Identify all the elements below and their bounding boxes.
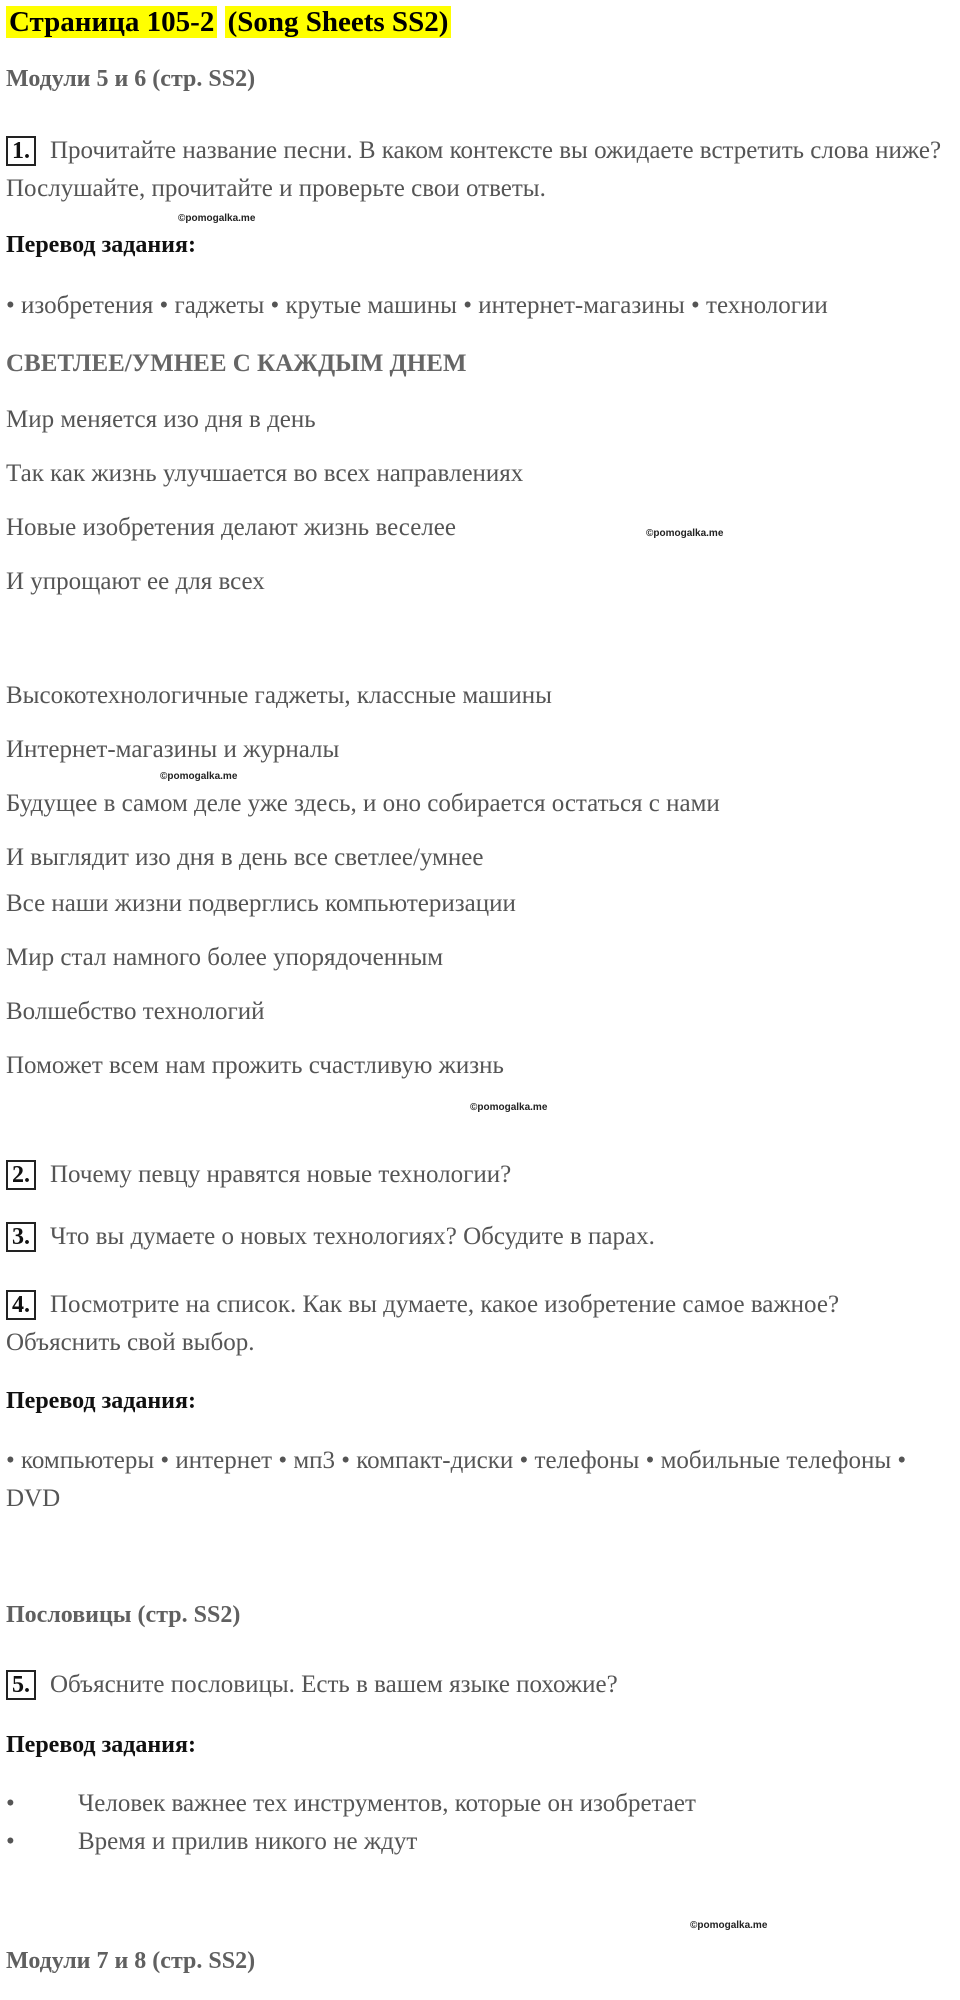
lyric-line: Волшебство технологий xyxy=(6,998,265,1025)
watermark: ©pomogalka.me xyxy=(160,771,238,782)
lyric-line: Мир меняется изо дня в день xyxy=(6,406,316,433)
word-list: • изобретения • гаджеты • крутые машины • интернет-магазины • технологии xyxy=(6,292,828,319)
section-heading-proverbs: Пословицы (стр. SS2) xyxy=(6,1602,241,1628)
lyric-line: И упрощают ее для всех xyxy=(6,568,265,595)
lyric-line: Высокотехнологичные гаджеты, классные машины xyxy=(6,682,552,709)
task-1 xyxy=(6,132,946,208)
watermark: ©pomogalka.me xyxy=(646,528,724,539)
lyric-line: Интернет-магазины и журналы xyxy=(6,736,340,763)
task-number: 2. xyxy=(6,1160,36,1190)
page-title-main: Страница 105-2 xyxy=(6,6,217,38)
task-number: 5. xyxy=(6,1670,36,1700)
page-title xyxy=(6,6,451,39)
watermark: ©pomogalka.me xyxy=(178,213,256,224)
section-heading-modules-5-6: Модули 5 и 6 (стр. SS2) xyxy=(6,66,256,92)
task-number: 4. xyxy=(6,1290,36,1320)
translation-label: Перевод задания: xyxy=(6,232,196,258)
bullet-icon: • xyxy=(6,1828,15,1855)
proverb-text: Человек важнее тех инструментов, которые он изобретает xyxy=(78,1790,696,1817)
translation-label: Перевод задания: xyxy=(6,1732,196,1758)
lyric-line: Все наши жизни подверглись компьютеризации xyxy=(6,890,516,917)
lyric-line: Поможет всем нам прожить счастливую жизнь xyxy=(6,1052,504,1079)
lyric-line: Будущее в самом деле уже здесь, и оно собирается остаться с нами xyxy=(6,790,720,817)
task-number: 1. xyxy=(6,136,36,166)
bullet-icon: • xyxy=(6,1790,15,1817)
section-heading-modules-7-8: Модули 7 и 8 (стр. SS2) xyxy=(6,1948,256,1974)
task-text: Почему певцу нравятся новые технологии? xyxy=(50,1161,512,1188)
task-3 xyxy=(6,1222,655,1252)
task-number: 3. xyxy=(6,1222,36,1252)
lyric-line: Мир стал намного более упорядоченным xyxy=(6,944,444,971)
task-2 xyxy=(6,1160,511,1190)
task-text: Посмотрите на список. Как вы думаете, какое изобретение самое важное? Объяснить свой выбор. xyxy=(6,1291,840,1356)
task-4 xyxy=(6,1286,946,1362)
lyric-line: Новые изобретения делают жизнь веселее xyxy=(6,514,456,541)
proverb-item xyxy=(6,1790,696,1818)
translation-label: Перевод задания: xyxy=(6,1388,196,1414)
task-text: Что вы думаете о новых технологиях? Обсудите в парах. xyxy=(50,1223,655,1250)
lyric-line: Так как жизнь улучшается во всех направлениях xyxy=(6,460,524,487)
proverb-text: Время и прилив никого не ждут xyxy=(78,1828,418,1855)
lyric-line: И выглядит изо дня в день все светлее/умнее xyxy=(6,844,484,871)
watermark: ©pomogalka.me xyxy=(470,1102,548,1113)
proverb-item xyxy=(6,1828,417,1856)
page-title-source: (Song Sheets SS2) xyxy=(225,6,452,38)
task-text: Прочитайте название песни. В каком контексте вы ожидаете встретить слова ниже? Послушайте, прочитайте и проверьте свои ответы. xyxy=(6,137,942,202)
watermark: ©pomogalka.me xyxy=(690,1920,768,1931)
task-5 xyxy=(6,1670,618,1700)
inventions-list: • компьютеры • интернет • мп3 • компакт-диски • телефоны • мобильные телефоны • DVD xyxy=(6,1447,907,1512)
task-text: Объясните пословицы. Есть в вашем языке похожие? xyxy=(50,1671,618,1698)
song-title: СВЕТЛЕЕ/УМНЕЕ С КАЖДЫМ ДНЕМ xyxy=(6,350,467,377)
